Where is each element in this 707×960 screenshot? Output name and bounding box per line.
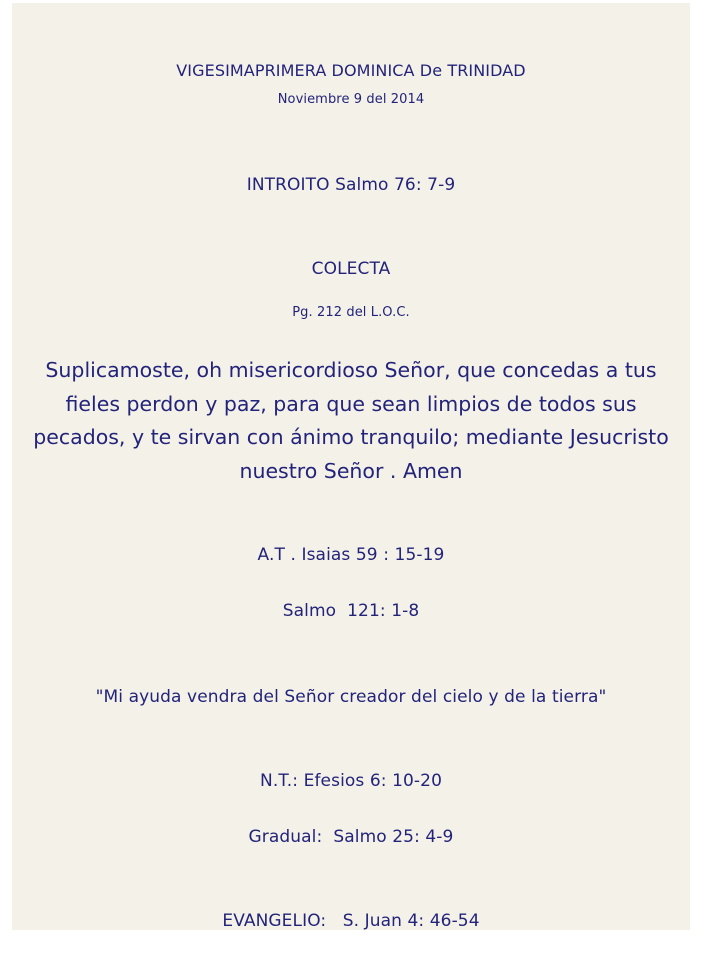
- psalm-reading: Salmo 121: 1-8: [282, 601, 420, 621]
- prayer-line: Suplicamoste, oh misericordioso Señor, que concedas a tus: [45, 358, 657, 382]
- gospel-reading: EVANGELIO: S. Juan 4: 46-54: [222, 911, 480, 931]
- new-testament-reading: N.T.: Efesios 6: 10-20: [260, 771, 442, 791]
- colecta-heading: COLECTA: [311, 259, 391, 279]
- service-date: Noviembre 9 del 2014: [277, 92, 425, 107]
- prayer-line: nuestro Señor . Amen: [239, 458, 463, 483]
- psalm-quote: "Mi ayuda vendra del Señor creador del cielo y de la tierra": [95, 687, 607, 707]
- colecta-prayer: [32, 354, 670, 488]
- prayer-line: fieles perdon y paz, para que sean limpios de todos sus: [65, 391, 637, 416]
- document-title: VIGESIMAPRIMERA DOMINICA De TRINIDAD: [176, 61, 526, 80]
- introito-reference: INTROITO Salmo 76: 7-9: [246, 175, 456, 195]
- prayer-line: pecados, y te sirvan con ánimo tranquilo; mediante Jesucristo: [33, 425, 669, 449]
- bulletin-page: [12, 3, 690, 930]
- gradual-reading: Gradual: Salmo 25: 4-9: [248, 827, 454, 847]
- colecta-page-reference: Pg. 212 del L.O.C.: [292, 305, 410, 320]
- old-testament-reading: A.T . Isaias 59 : 15-19: [257, 545, 445, 565]
